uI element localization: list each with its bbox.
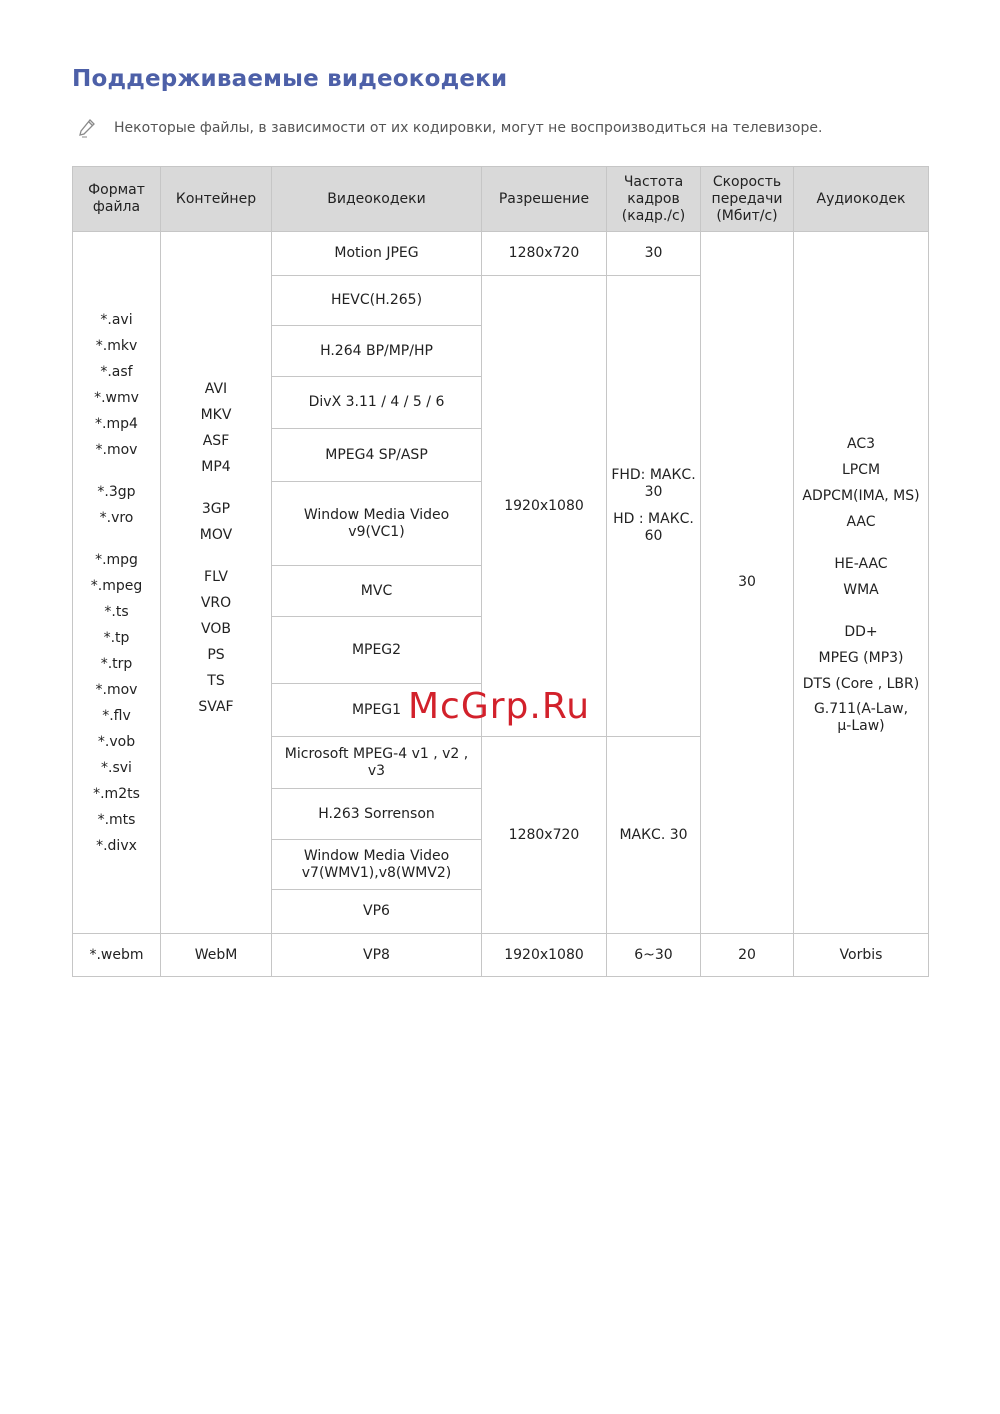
format-item: *.m2ts bbox=[93, 785, 140, 802]
format-item: *.mkv bbox=[95, 337, 138, 354]
note bbox=[78, 116, 822, 140]
table-row-webm bbox=[73, 934, 929, 977]
format-item: *.vob bbox=[97, 733, 136, 750]
resolution-cell: 1280x720 bbox=[482, 737, 607, 934]
codec-cell: HEVC(H.265) bbox=[272, 276, 482, 326]
audio-item: MPEG (MP3) bbox=[818, 649, 904, 666]
container-item: TS bbox=[207, 673, 225, 689]
format-item: *.3gp bbox=[97, 483, 136, 500]
codec-cell: Microsoft MPEG-4 v1 , v2 , v3 bbox=[272, 737, 482, 789]
header-framerate: Частота кадров (кадр./с) bbox=[607, 167, 701, 232]
format-item: *.mts bbox=[97, 811, 136, 828]
pencil-icon bbox=[78, 118, 96, 138]
audio-item: AAC bbox=[846, 513, 876, 530]
audio-item: LPCM bbox=[841, 461, 881, 478]
codec-cell: DivX 3.11 / 4 / 5 / 6 bbox=[272, 377, 482, 429]
container-item: AVI bbox=[204, 381, 228, 397]
codec-cell: H.263 Sorrenson bbox=[272, 789, 482, 840]
format-item: *.svi bbox=[101, 759, 132, 776]
format-item: *.ts bbox=[104, 603, 129, 620]
format-item: *.tp bbox=[103, 629, 130, 646]
containers-cell bbox=[161, 232, 272, 934]
codec-cell: MPEG4 SP/ASP bbox=[272, 429, 482, 482]
audio-item: DD+ bbox=[844, 623, 878, 640]
codec-cell: Window Media Video v9(VC1) bbox=[272, 482, 482, 566]
container-cell: WebM bbox=[161, 934, 272, 977]
table-header-row bbox=[73, 167, 929, 232]
bitrate-cell: 20 bbox=[701, 934, 794, 977]
resolution-cell: 1920x1080 bbox=[482, 934, 607, 977]
format-item: *.mp4 bbox=[95, 415, 138, 432]
codec-cell: H.264 BP/MP/HP bbox=[272, 326, 482, 377]
note-text: Некоторые файлы, в зависимости от их кодировки, могут не воспроизводиться на телевизоре. bbox=[114, 120, 823, 136]
video-codecs-table bbox=[72, 166, 929, 977]
container-item: ASF bbox=[202, 433, 230, 449]
page-title: Поддерживаемые видеокодеки bbox=[72, 66, 508, 92]
resolution-cell: 1920x1080 bbox=[482, 276, 607, 737]
format-item: *.mpg bbox=[95, 551, 138, 568]
audio-item: WMA bbox=[843, 581, 879, 598]
container-item: PS bbox=[207, 647, 225, 663]
audio-item: ADPCM(IMA, MS) bbox=[802, 487, 920, 504]
audio-item: DTS (Core , LBR) bbox=[802, 675, 920, 692]
format-item: *.mov bbox=[95, 441, 138, 458]
watermark: McGrp.Ru bbox=[408, 686, 591, 727]
framerate-cell: 6~30 bbox=[607, 934, 701, 977]
format-item: *.mpeg bbox=[90, 577, 143, 594]
container-item: MOV bbox=[199, 527, 233, 543]
container-item: MKV bbox=[200, 407, 232, 423]
framerate-cell bbox=[607, 276, 701, 737]
audio-item: AC3 bbox=[846, 435, 875, 452]
resolution-cell: 1280x720 bbox=[482, 232, 607, 276]
framerate-fhd: FHD: МАКС. 30 bbox=[611, 467, 696, 500]
codec-cell: VP6 bbox=[272, 890, 482, 934]
header-audio-codec: Аудиокодек bbox=[794, 167, 929, 232]
framerate-hd: HD : МАКС. 60 bbox=[613, 511, 694, 544]
format-item: *.flv bbox=[102, 707, 131, 724]
format-item: *.asf bbox=[100, 363, 133, 380]
codec-cell: Motion JPEG bbox=[272, 232, 482, 276]
format-item: *.trp bbox=[100, 655, 133, 672]
container-item: SVAF bbox=[198, 699, 234, 715]
audio-cell bbox=[794, 232, 929, 934]
codec-cell: Window Media Video v7(WMV1),v8(WMV2) bbox=[272, 840, 482, 890]
format-item: *.divx bbox=[96, 837, 137, 854]
format-cell: *.webm bbox=[73, 934, 161, 977]
bitrate-cell: 30 bbox=[701, 232, 794, 934]
framerate-cell: МАКС. 30 bbox=[607, 737, 701, 934]
header-format: Формат файла bbox=[73, 167, 161, 232]
container-item: MP4 bbox=[201, 459, 231, 475]
container-item: VOB bbox=[201, 621, 231, 637]
format-item: *.avi bbox=[100, 311, 133, 328]
audio-item: HE-AAC bbox=[834, 555, 888, 572]
header-bitrate: Скорость передачи (Мбит/с) bbox=[701, 167, 794, 232]
container-item: 3GP bbox=[201, 501, 231, 517]
audio-item: G.711(A-Law, μ-Law) bbox=[813, 700, 909, 734]
header-container: Контейнер bbox=[161, 167, 272, 232]
format-item: *.vro bbox=[99, 509, 134, 526]
format-item: *.wmv bbox=[94, 389, 139, 406]
codec-cell: MVC bbox=[272, 566, 482, 617]
container-item: VRO bbox=[200, 595, 232, 611]
container-item: FLV bbox=[204, 569, 228, 585]
audio-cell: Vorbis bbox=[794, 934, 929, 977]
header-resolution: Разрешение bbox=[482, 167, 607, 232]
codec-cell: MPEG1 bbox=[272, 684, 482, 737]
formats-cell bbox=[73, 232, 161, 934]
header-video-codec: Видеокодеки bbox=[272, 167, 482, 232]
codec-cell: MPEG2 bbox=[272, 617, 482, 684]
format-item: *.mov bbox=[95, 681, 138, 698]
table-row bbox=[73, 232, 929, 276]
framerate-cell: 30 bbox=[607, 232, 701, 276]
codec-cell: VP8 bbox=[272, 934, 482, 977]
